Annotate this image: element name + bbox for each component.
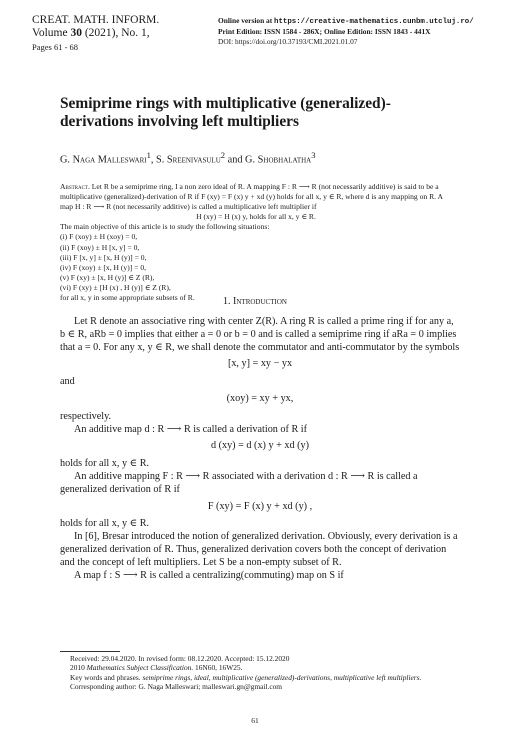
abstract-equation: H (xy) = H (x) y, holds for all x, y ∈ R. <box>196 212 316 222</box>
equation-derivation: d (xy) = d (x) y + xd (y) <box>210 440 310 452</box>
keywords: Key words and phrases. semiprime rings, ideal, multiplicative (generalized)-derivations, multiplicative left multipliers. <box>70 672 422 682</box>
paragraph: An additive mapping F : R ⟶ R associated with a derivation d : R ⟶ R is called a generalized derivation of R if <box>60 470 418 495</box>
abstract-closing: for all x, y in some appropriate subsets of R. <box>60 293 195 303</box>
equation-generalized-derivation: F (xy) = F (x) y + xd (y) , <box>207 500 313 512</box>
paragraph: Let R denote an associative ring with center Z(R). A ring R is called a prime ring if for any a, b ∈ R, aRb = 0 implies that either a = 0 or b = 0 and is called a semiprime ring if aRa = 0 implies that a = 0. For any x, y ∈ R, we shall denote the commutator and anti-commutator by the symbols <box>60 316 460 353</box>
equation-anticommutator: (xoy) = xy + yx, <box>226 392 294 404</box>
situation-item: (i) F (xoy) ± H (xoy) = 0, <box>60 232 138 242</box>
received-dates: Received: 29.04.2020. In revised form: 08.12.2020. Accepted: 15.12.2020 <box>70 654 290 663</box>
journal-header <box>32 14 159 54</box>
issn: Print Edition: ISSN 1584 - 286X; Online Edition: ISSN 1843 - 441X <box>218 27 431 36</box>
volume-info: Volume 30 (2021), No. 1, <box>32 27 150 39</box>
footnote-divider <box>60 651 120 652</box>
text-respectively: respectively. <box>60 410 112 422</box>
body-text <box>60 316 460 582</box>
paragraph: A map f : S ⟶ R is called a centralizing(commuting) map on S if <box>74 569 344 581</box>
abstract-paragraph: Abstract. Let R be a semiprime ring, I a non zero ideal of R. A mapping F : R ⟶ R (not necessarily additive) is said to be a multiplicative (generalized)-derivation of R if F (xy) = F (x) y + xd (y) holds for all x, y ∈ R, where d is any mapping on R. A map H : R ⟶ R (not necessarily additive) is called a multiplicative left multiplier if <box>60 182 443 212</box>
corresponding-author: Corresponding author: G. Naga Malleswari; malleswari.gn@gmail.com <box>70 682 283 692</box>
abstract-objective: The main objective of this article is to study the following situations: <box>60 222 270 232</box>
author-list: G. Naga Malleswari$^1$, S. Sreenivasulu$^2$ and G. Shobhalatha$^3$ <box>60 150 316 166</box>
page-number: 61 <box>251 716 259 725</box>
paragraph: An additive map d : R ⟶ R is called a derivation of R if <box>74 423 308 435</box>
online-url-link[interactable]: https://creative-mathematics.cunbm.utcluj.ro/ <box>274 18 474 26</box>
text-holds: holds for all x, y ∈ R. <box>60 518 150 530</box>
doi-link[interactable]: DOI: https://doi.org/10.37193/CMI.2021.01.07 <box>218 37 358 46</box>
situation-item: (ii) F (xoy) ± H [x, y] = 0, <box>60 242 140 252</box>
situation-item: (v) F (xy) ± [x, H (y)] ∈ Z (R), <box>60 272 155 282</box>
publication-info <box>218 16 474 47</box>
paragraph: In [6], Bresar introduced the notion of generalized derivation. Obviously, every derivation is a generalized derivation of R. Thus, generalized derivation covers both the concept of derivation and the concept of left multipliers. Let S be a non-empty subset of R. <box>60 531 458 568</box>
page-range: Pages 61 - 68 <box>32 42 79 52</box>
situation-item: (iii) F [x, y] ± [x, H (y)] = 0, <box>60 252 147 262</box>
journal-name: CREAT. MATH. INFORM. <box>32 14 160 26</box>
footnotes <box>60 654 460 692</box>
situation-list <box>60 232 452 293</box>
text-holds: holds for all x, y ∈ R. <box>60 458 150 470</box>
section-heading: 1. Introduction <box>223 296 287 307</box>
text-and: and <box>60 376 75 388</box>
online-version: Online version at https://creative-mathematics.cunbm.utcluj.ro/ <box>218 16 474 26</box>
msc-classification: 2010 Mathematics Subject Classification. 16N60, 16W25. <box>70 663 243 673</box>
abstract <box>60 182 452 303</box>
abstract-label: Abstract. <box>60 182 90 191</box>
situation-item: (iv) F (xoy) ± [x, H (y)] = 0, <box>60 262 147 272</box>
equation-commutator: [x, y] = xy − yx <box>227 358 293 370</box>
paper-title: Semiprime rings with multiplicative (generalized)-derivations involving left multipliers <box>60 95 391 130</box>
situation-item: (vi) F (xy) ± [H (x) , H (y)] ∈ Z (R), <box>60 282 171 292</box>
